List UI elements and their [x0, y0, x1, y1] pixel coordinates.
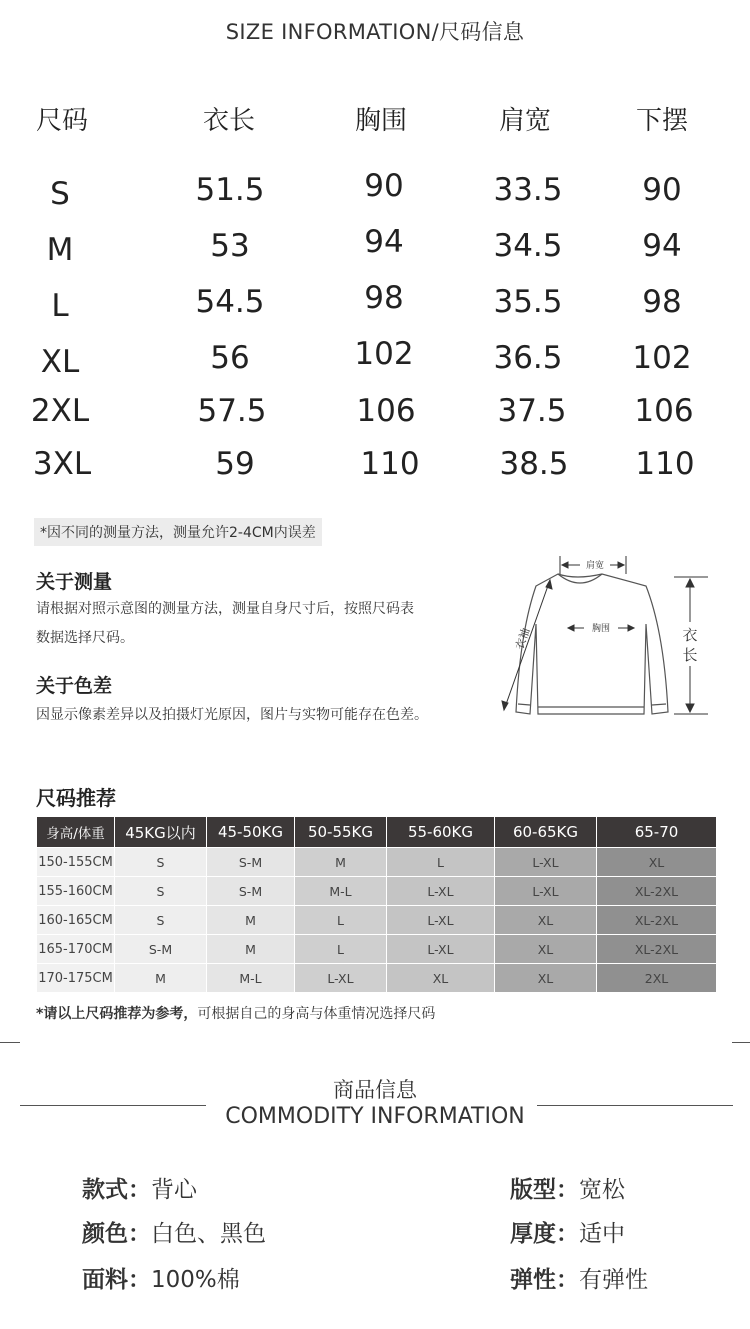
page-title: SIZE INFORMATION/尺码信息 [225, 20, 525, 44]
attr-value: 背心 [151, 1177, 197, 1203]
length-label-1: 衣 [682, 626, 698, 644]
size-cell: 57.5 [197, 393, 267, 429]
attr-fit [510, 1171, 625, 1204]
size-chart-header: 下摆 [636, 106, 689, 136]
measurement-tolerance-note: *因不同的测量方法，测量允许2-4CM内误差 [34, 518, 322, 546]
size-cell: 54.5 [195, 284, 265, 320]
size-chart-row [0, 224, 750, 284]
attr-key: 厚度： [510, 1221, 579, 1247]
recommend-cell: L [295, 935, 387, 964]
recommend-header-row [37, 817, 717, 848]
attr-key: 版型： [510, 1177, 579, 1203]
garment-diagram [496, 552, 716, 724]
recommend-cell: M [295, 848, 387, 877]
size-recommend-table [36, 816, 717, 993]
color-title: 关于色差 [36, 675, 113, 697]
length-label-2: 长 [682, 646, 698, 664]
attr-value: 100%棉 [151, 1267, 240, 1293]
attr-elasticity [510, 1261, 648, 1294]
height-cell: 165-170CM [37, 935, 115, 964]
size-cell: 35.5 [493, 284, 563, 320]
size-cell: 90 [642, 172, 682, 208]
recommend-header: 65-70 [597, 817, 717, 848]
chest-label: 胸围 [591, 624, 611, 634]
recommend-cell: M-L [295, 877, 387, 906]
size-cell: M [46, 232, 74, 268]
recommend-cell: L-XL [387, 877, 495, 906]
recommend-cell: S-M [207, 848, 295, 877]
recommend-cell: L-XL [387, 935, 495, 964]
height-cell: 160-165CM [37, 906, 115, 935]
size-chart-header: 尺码 [36, 106, 89, 136]
recommend-cell: XL-2XL [597, 877, 717, 906]
commodity-title-cn: 商品信息 [333, 1078, 417, 1102]
size-chart-row [0, 393, 750, 449]
size-chart-row [0, 336, 750, 396]
commodity-title-en: COMMODITY INFORMATION [225, 1104, 525, 1129]
recommend-cell: XL [495, 964, 597, 993]
recommend-cell: XL [495, 906, 597, 935]
recommend-row [37, 906, 717, 935]
height-cell: 155-160CM [37, 877, 115, 906]
recommend-header: 45KG以内 [115, 817, 207, 848]
recommend-cell: S [115, 906, 207, 935]
recommend-cell: XL [597, 848, 717, 877]
recommend-cell: M [207, 935, 295, 964]
size-chart-header: 肩宽 [499, 106, 552, 136]
recommend-row [37, 964, 717, 993]
recommend-cell: XL [387, 964, 495, 993]
size-cell: 36.5 [493, 340, 563, 376]
recommend-cell: S-M [115, 935, 207, 964]
size-cell: 102 [354, 336, 414, 372]
size-cell: 38.5 [499, 446, 569, 482]
recommend-note-text: 可根据自己的身高与体重情况选择尺码 [197, 1006, 436, 1022]
recommend-cell: L-XL [495, 877, 597, 906]
size-cell: 33.5 [493, 172, 563, 208]
size-cell: XL [40, 344, 80, 380]
attr-thickness [510, 1215, 625, 1248]
height-cell: 150-155CM [37, 848, 115, 877]
recommend-header: 60-65KG [495, 817, 597, 848]
attr-value: 白色、黑色 [151, 1221, 266, 1247]
attr-value: 适中 [579, 1221, 625, 1247]
size-cell: 34.5 [493, 228, 563, 264]
size-cell: 106 [634, 393, 694, 429]
attr-key: 颜色： [82, 1221, 151, 1247]
attr-value: 有弹性 [579, 1267, 648, 1293]
divider [0, 1042, 20, 1043]
recommend-row [37, 935, 717, 964]
height-cell: 170-175CM [37, 964, 115, 993]
measure-title: 关于测量 [36, 571, 113, 593]
recommend-cell: M [207, 906, 295, 935]
attr-style [82, 1171, 197, 1204]
recommend-header: 身高/体重 [37, 817, 115, 848]
size-chart-row [0, 168, 750, 228]
size-cell: 51.5 [195, 172, 265, 208]
size-cell: L [51, 288, 69, 324]
recommend-cell: L-XL [295, 964, 387, 993]
size-cell: 98 [642, 284, 682, 320]
recommend-title: 尺码推荐 [36, 786, 116, 810]
sleeve-label: 衣袖 [512, 626, 533, 652]
measure-text-1: 请根据对照示意图的测量方法，测量自身尺寸后，按照尺码表 [36, 601, 414, 617]
color-text: 因显示像素差异以及拍摄灯光原因，图片与实物可能存在色差。 [36, 707, 428, 723]
recommend-cell: XL [495, 935, 597, 964]
recommend-header: 50-55KG [295, 817, 387, 848]
size-cell: 94 [364, 224, 404, 260]
shoulder-label: 肩宽 [585, 561, 605, 571]
recommend-header: 55-60KG [387, 817, 495, 848]
recommend-note-bold: *请以上尺码推荐为参考， [36, 1006, 198, 1022]
size-chart-row [0, 446, 750, 502]
size-cell: 106 [356, 393, 416, 429]
recommend-cell: S [115, 877, 207, 906]
recommend-cell: L-XL [387, 906, 495, 935]
recommend-cell: XL-2XL [597, 935, 717, 964]
divider [732, 1042, 750, 1043]
recommend-note [36, 1003, 435, 1023]
size-chart-header: 胸围 [355, 106, 408, 136]
recommend-row [37, 877, 717, 906]
size-cell: 90 [364, 168, 404, 204]
size-cell: 56 [210, 340, 250, 376]
size-chart-header: 衣长 [203, 106, 256, 136]
size-cell: 110 [635, 446, 695, 482]
size-cell: 59 [215, 446, 255, 482]
size-cell: 37.5 [497, 393, 567, 429]
attr-color [82, 1215, 266, 1248]
size-cell: 3XL [32, 446, 92, 482]
recommend-header: 45-50KG [207, 817, 295, 848]
recommend-row [37, 848, 717, 877]
size-cell: S [50, 176, 70, 212]
sweater-outline [516, 574, 668, 714]
attr-key: 款式： [82, 1177, 151, 1203]
size-cell: 98 [364, 280, 404, 316]
recommend-cell: L-XL [495, 848, 597, 877]
size-chart-row [0, 280, 750, 340]
attr-key: 面料： [82, 1267, 151, 1293]
measure-text-2: 数据选择尺码。 [36, 630, 134, 646]
recommend-cell: 2XL [597, 964, 717, 993]
size-cell: 94 [642, 228, 682, 264]
attr-key: 弹性： [510, 1267, 579, 1293]
recommend-cell: L [295, 906, 387, 935]
recommend-cell: M-L [207, 964, 295, 993]
recommend-cell: S-M [207, 877, 295, 906]
size-cell: 2XL [30, 393, 90, 429]
size-cell: 53 [210, 228, 250, 264]
recommend-cell: L [387, 848, 495, 877]
recommend-cell: M [115, 964, 207, 993]
recommend-cell: XL-2XL [597, 906, 717, 935]
attr-value: 宽松 [579, 1177, 625, 1203]
size-cell: 102 [632, 340, 692, 376]
size-cell: 110 [360, 446, 420, 482]
attr-fabric [82, 1261, 240, 1294]
recommend-cell: S [115, 848, 207, 877]
